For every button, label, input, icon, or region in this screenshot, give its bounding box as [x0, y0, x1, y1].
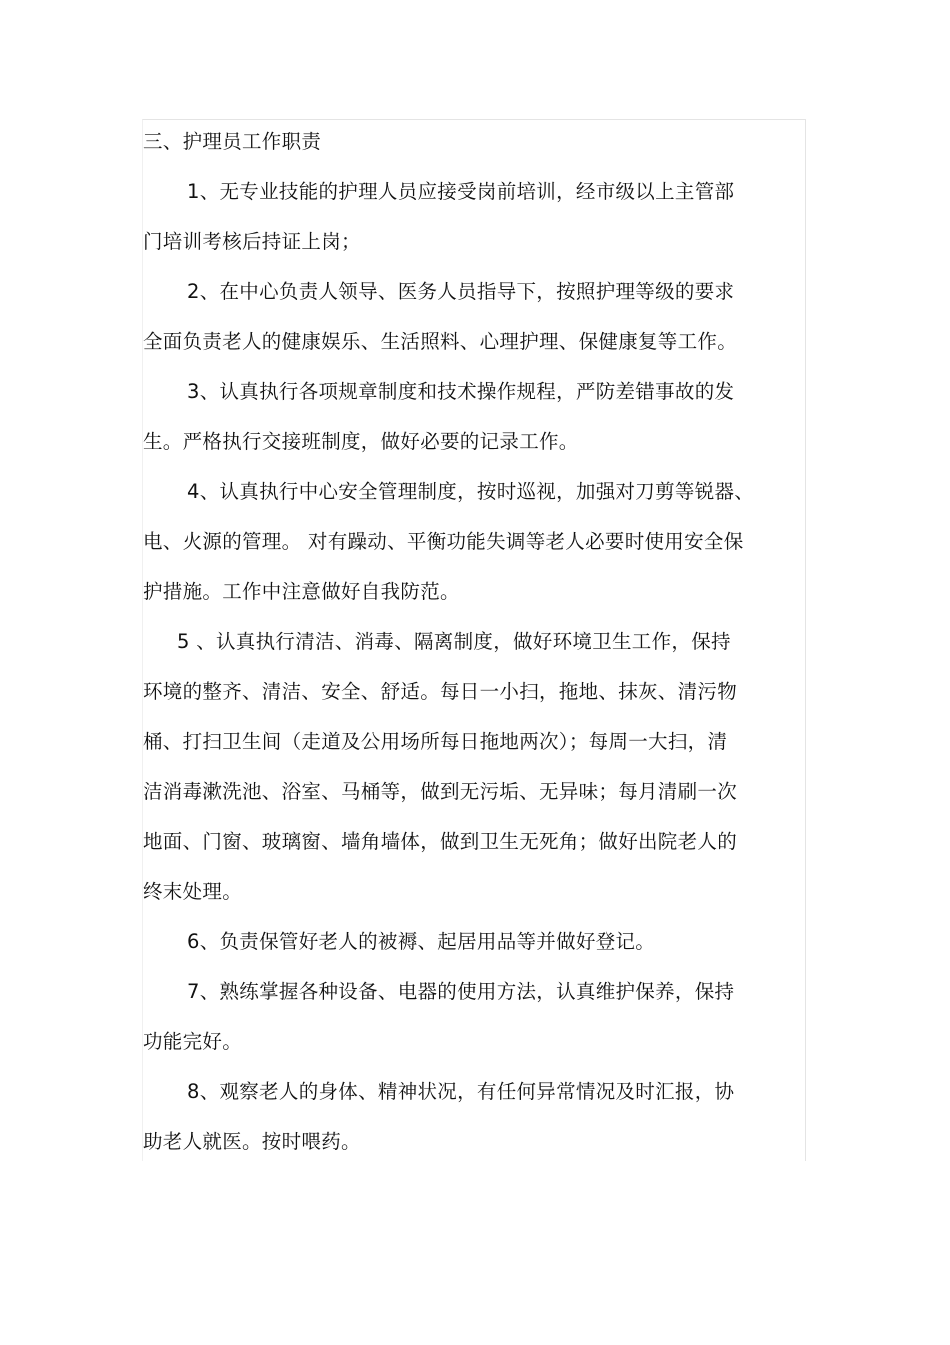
paragraph-line: 护措施。工作中注意做好自我防范。	[143, 580, 460, 603]
paragraph-line: 8、观察老人的身体、精神状况，有任何异常情况及时汇报，协	[187, 1080, 735, 1103]
paragraph-line: 桶、打扫卫生间（走道及公用场所每日拖地两次）；每周一大扫，清	[143, 730, 728, 753]
paragraph-line: 4、认真执行中心安全管理制度，按时巡视，加强对刀剪等锐器、	[187, 480, 755, 503]
duty-item-4	[143, 467, 783, 617]
paragraph-line: 生。严格执行交接班制度，做好必要的记录工作。	[143, 430, 579, 453]
paragraph-line: 电、火源的管理。 对有躁动、平衡功能失调等老人必要时使用安全保	[143, 530, 744, 553]
paragraph-line: 7、熟练掌握各种设备、电器的使用方法，认真维护保养，保持	[187, 980, 735, 1003]
paragraph-line: 终末处理。	[143, 880, 243, 903]
document-body	[143, 117, 783, 1167]
duty-item-8	[143, 1067, 783, 1167]
paragraph-line: 2、在中心负责人领导、医务人员指导下，按照护理等级的要求	[187, 280, 735, 303]
duty-item-1	[143, 167, 783, 267]
paragraph-line: 5 、认真执行清洁、消毒、隔离制度，做好环境卫生工作，保持	[177, 630, 731, 653]
paragraph-line: 1、无专业技能的护理人员应接受岗前培训，经市级以上主管部	[187, 180, 735, 203]
paragraph-line: 全面负责老人的健康娱乐、生活照料、心理护理、保健康复等工作。	[143, 330, 738, 353]
paragraph-line: 门培训考核后持证上岗；	[143, 230, 361, 253]
duty-item-5	[143, 617, 783, 917]
paragraph-line: 功能完好。	[143, 1030, 243, 1053]
paragraph-line: 地面、门窗、玻璃窗、墙角墙体，做到卫生无死角；做好出院老人的	[143, 830, 738, 853]
paragraph-line: 助老人就医。按时喂药。	[143, 1130, 361, 1153]
duty-item-3	[143, 367, 783, 467]
paragraph-line: 3、认真执行各项规章制度和技术操作规程，严防差错事故的发	[187, 380, 735, 403]
duty-item-6	[143, 917, 783, 967]
paragraph-line: 洁消毒漱洗池、浴室、马桶等，做到无污垢、无异味；每月清刷一次	[143, 780, 738, 803]
duty-item-2	[143, 267, 783, 367]
paragraph-line: 环境的整齐、清洁、安全、舒适。每日一小扫，拖地、抹灰、清污物	[143, 680, 738, 703]
duty-item-7	[143, 967, 783, 1067]
section-heading: 三、护理员工作职责	[143, 130, 322, 153]
paragraph-line: 6、负责保管好老人的被褥、起居用品等并做好登记。	[187, 930, 656, 953]
